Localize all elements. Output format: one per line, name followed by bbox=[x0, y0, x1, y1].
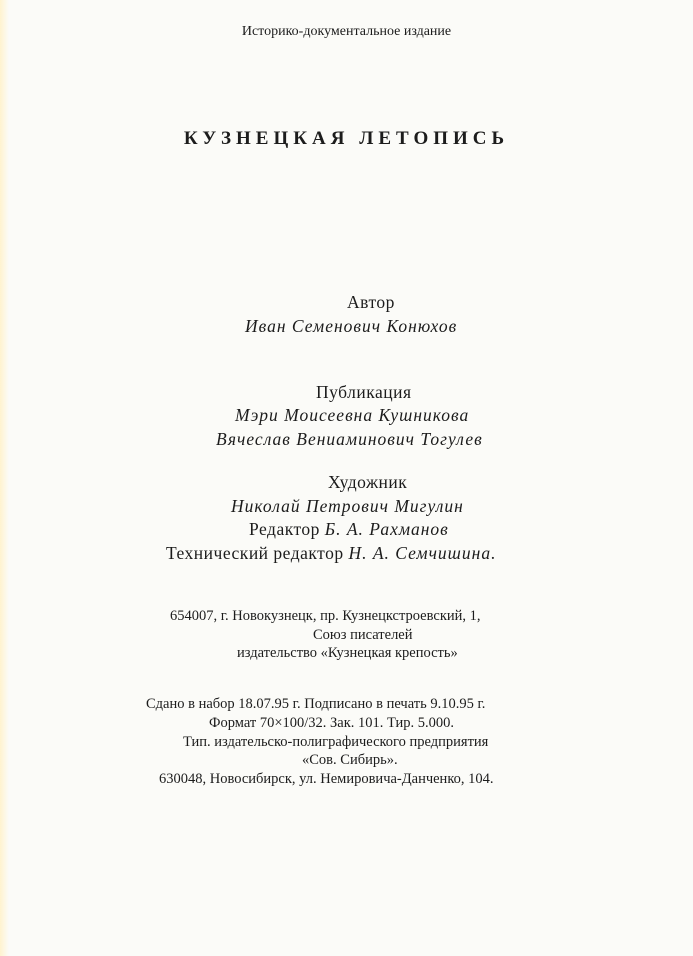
tech-editor-line bbox=[166, 543, 496, 564]
imprint-line-1: Сдано в набор 18.07.95 г. Подписано в печать 9.10.95 г. bbox=[146, 696, 486, 712]
publisher-union: Союз писателей bbox=[313, 627, 413, 643]
imprint-line-5: 630048, Новосибирск, ул. Немировича-Данченко, 104. bbox=[159, 771, 494, 787]
artist-label: Художник bbox=[328, 472, 408, 492]
editor-line bbox=[249, 519, 449, 540]
book-title: КУЗНЕЦКАЯ ЛЕТОПИСЬ bbox=[183, 128, 510, 149]
editor-label: Редактор bbox=[249, 519, 320, 539]
imprint-line-3: Тип. издательско-полиграфического предприятия bbox=[183, 734, 489, 750]
tech-editor-label: Технический редактор bbox=[166, 543, 344, 563]
publication-name-2: Вячеслав Вениаминович Тогулев bbox=[216, 429, 483, 449]
imprint-line-2: Формат 70×100/32. Зак. 101. Тир. 5.000. bbox=[209, 715, 455, 731]
tech-editor-name: Н. А. Семчишина. bbox=[348, 543, 497, 563]
publisher-address: 654007, г. Новокузнецк, пр. Кузнецкстроевский, 1, bbox=[170, 608, 481, 624]
imprint-line-4: «Сов. Сибирь». bbox=[302, 752, 398, 768]
author-name: Иван Семенович Конюхов bbox=[245, 316, 458, 336]
publisher-house: издательство «Кузнецкая крепость» bbox=[237, 645, 458, 661]
author-label: Автор bbox=[347, 292, 395, 312]
publication-label: Публикация bbox=[316, 382, 412, 402]
artist-name: Николай Петрович Мигулин bbox=[231, 496, 464, 516]
series-label: Историко-документальное издание bbox=[241, 24, 452, 39]
publication-name-1: Мэри Моисеевна Кушникова bbox=[235, 405, 470, 425]
editor-name: Б. А. Рахманов bbox=[324, 519, 449, 539]
